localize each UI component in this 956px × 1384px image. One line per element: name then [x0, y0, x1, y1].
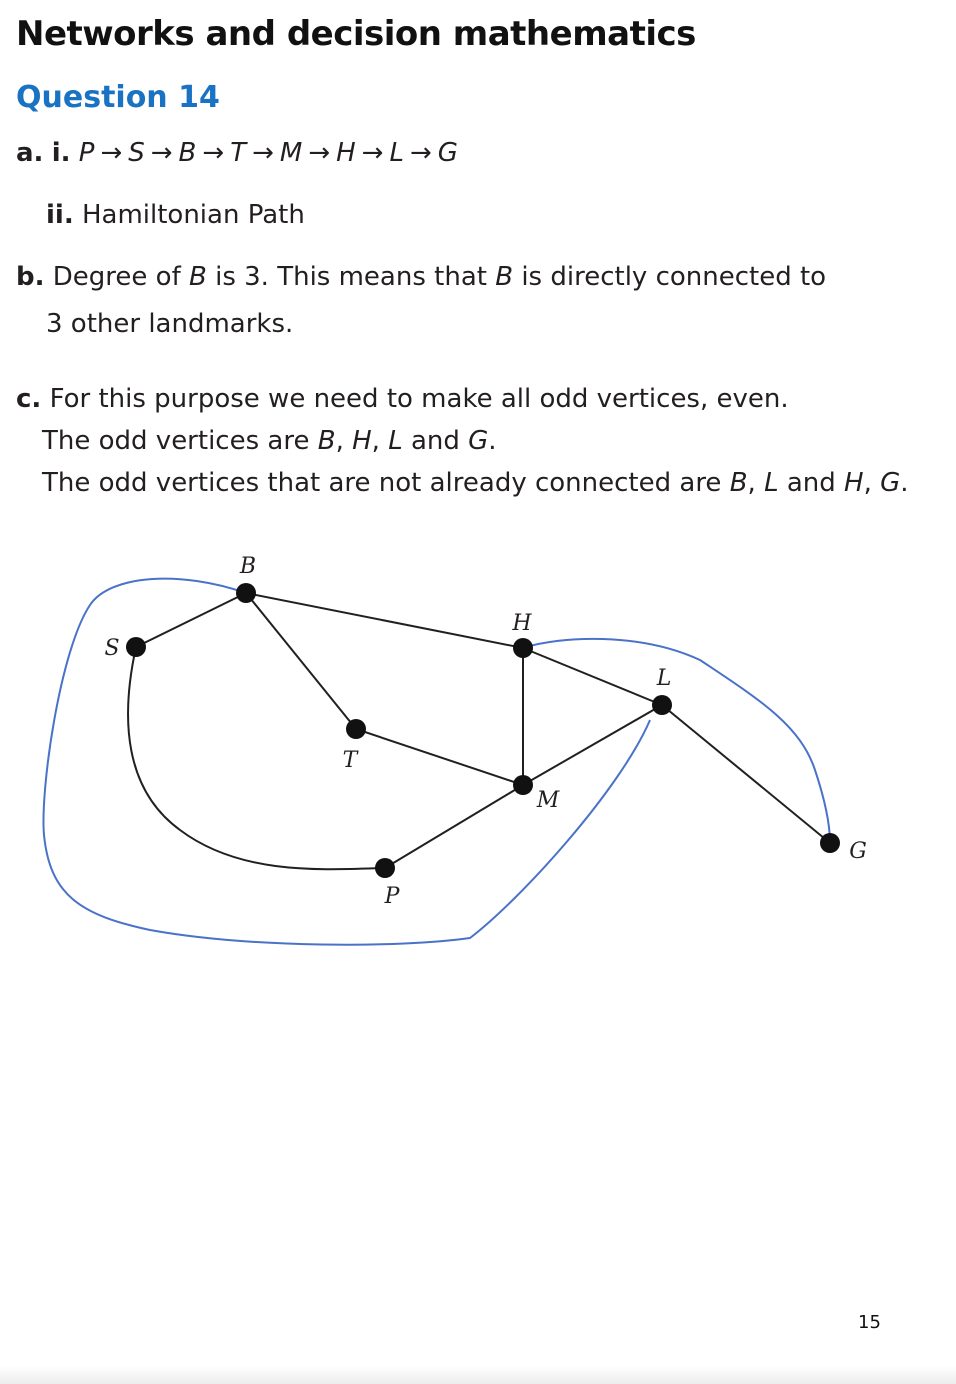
- edge-H-L: [523, 648, 662, 705]
- text: Degree of: [52, 262, 189, 292]
- text: The odd vertices are: [42, 426, 318, 456]
- vertex-ref: L: [764, 468, 779, 498]
- arrow-icon: →: [100, 138, 123, 168]
- edge-T-M: [356, 729, 523, 785]
- part-a-label: a.: [16, 138, 44, 168]
- path-vertex: S: [128, 138, 145, 168]
- vertex-label-S: S: [104, 636, 120, 661]
- text: and: [402, 426, 469, 456]
- vertex-G: [820, 833, 840, 853]
- vertex-ref: B: [729, 468, 748, 498]
- edge-M-P: [385, 785, 523, 868]
- part-a-ii-answer: Hamiltonian Path: [81, 200, 305, 230]
- arrow-icon: →: [361, 138, 384, 168]
- text: ,: [747, 468, 765, 498]
- text: and: [778, 468, 845, 498]
- vertex-ref: B: [189, 262, 207, 292]
- page-title: Networks and decision mathematics: [16, 14, 696, 54]
- edge-B-T: [246, 593, 356, 729]
- text: is 3. This means that: [206, 262, 496, 292]
- vertex-label-B: B: [239, 554, 257, 579]
- text: The odd vertices that are not already connected are: [42, 468, 730, 498]
- part-b-line-2: 3 other landmarks.: [46, 309, 294, 339]
- path-vertex: H: [336, 138, 356, 168]
- vertex-ref: H: [352, 426, 372, 456]
- vertex-P: [375, 858, 395, 878]
- path-vertex: G: [437, 138, 458, 168]
- edge-S-B: [136, 593, 246, 647]
- vertex-label-G: G: [849, 839, 867, 864]
- vertex-L: [652, 695, 672, 715]
- arrow-icon: →: [252, 138, 274, 168]
- path-vertex: L: [389, 138, 404, 168]
- vertex-S: [126, 637, 146, 657]
- vertex-ref: G: [880, 468, 901, 498]
- path-vertex: P: [78, 138, 95, 168]
- part-b-label: b.: [16, 262, 45, 292]
- vertex-ref: B: [317, 426, 336, 456]
- arrow-icon: →: [308, 138, 331, 168]
- added-edge-H-G: [523, 639, 830, 843]
- vertex-label-L: L: [656, 666, 672, 691]
- vertex-ref: G: [468, 426, 489, 456]
- vertex-label-P: P: [384, 884, 400, 909]
- path-vertex: B: [178, 138, 197, 168]
- text: .: [488, 426, 497, 456]
- vertex-ref: H: [844, 468, 864, 498]
- text: .: [900, 468, 909, 498]
- path-vertex: T: [230, 138, 247, 168]
- arrow-icon: →: [150, 138, 173, 168]
- part-a-i-label: i.: [51, 138, 71, 168]
- vertex-label-H: H: [512, 611, 532, 636]
- text: For this purpose we need to make all odd vertices, even.: [49, 384, 789, 414]
- arrow-icon: →: [202, 138, 225, 168]
- vertex-label-T: T: [342, 748, 358, 773]
- text: ,: [863, 468, 881, 498]
- vertex-H: [513, 638, 533, 658]
- edge-L-G: [662, 705, 830, 843]
- text: is directly connected to: [513, 262, 827, 292]
- vertex-B: [236, 583, 256, 603]
- text: ,: [335, 426, 353, 456]
- edge-L-M: [523, 705, 662, 785]
- edge-B-H: [246, 593, 523, 648]
- page-number: 15: [858, 1312, 881, 1333]
- arrow-icon: →: [409, 138, 432, 168]
- vertex-ref: B: [495, 262, 514, 292]
- vertex-label-M: M: [536, 788, 560, 813]
- page-bottom-shadow: [0, 1366, 956, 1384]
- vertex-ref: L: [388, 426, 403, 456]
- vertex-T: [346, 719, 366, 739]
- text: ,: [371, 426, 389, 456]
- vertex-M: [513, 775, 533, 795]
- part-a-ii-label: ii.: [46, 200, 74, 230]
- part-c-label: c.: [16, 384, 42, 414]
- path-vertex: M: [279, 138, 303, 168]
- question-heading: Question 14: [16, 80, 220, 115]
